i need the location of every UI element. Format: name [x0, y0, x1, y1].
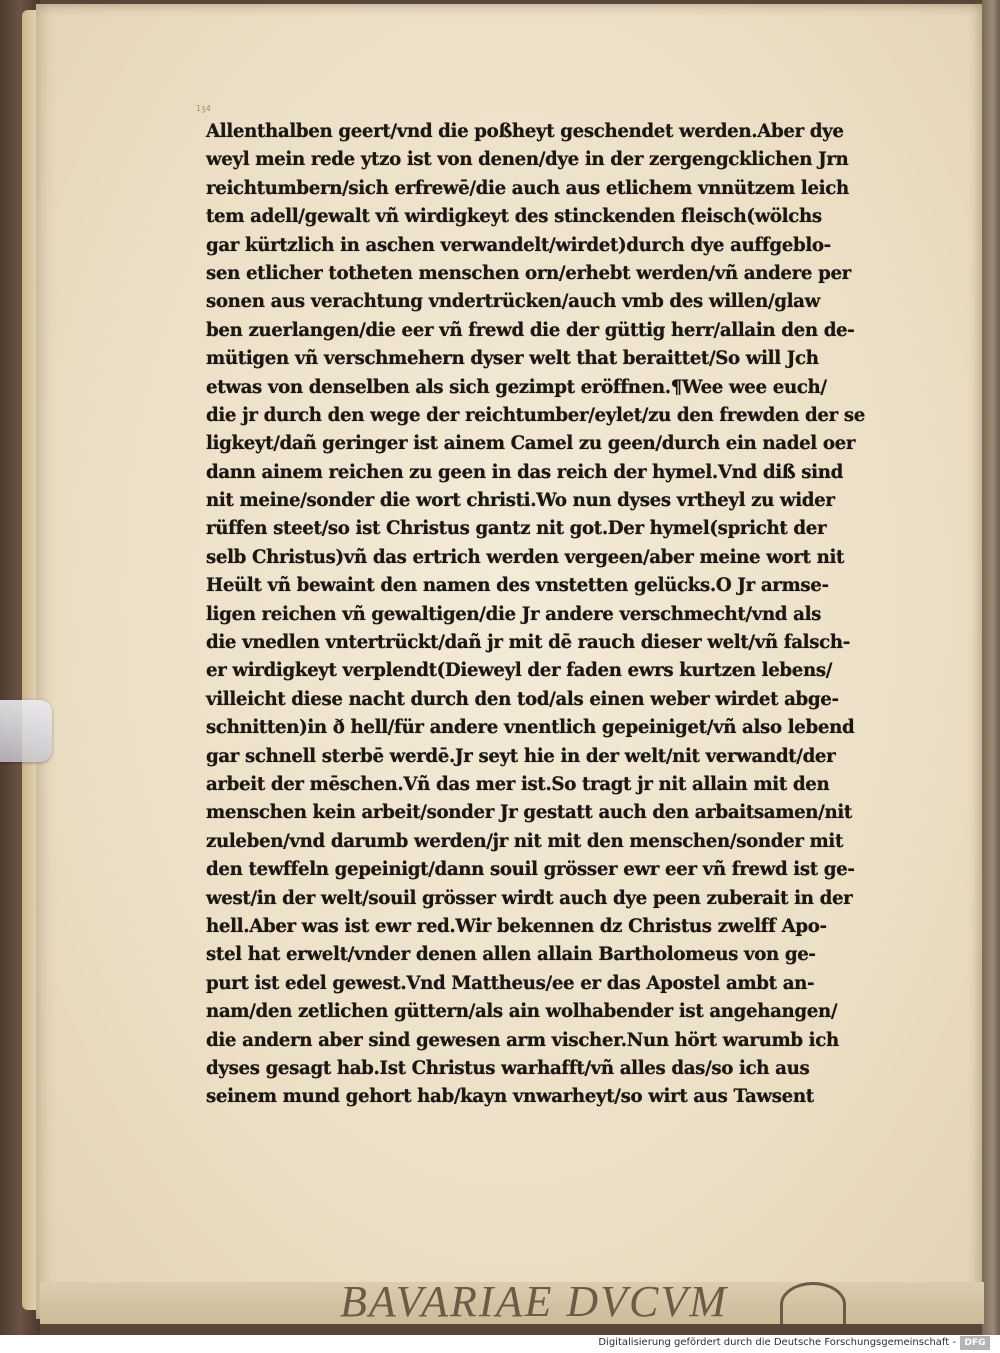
book-right-edge: [982, 0, 1000, 1335]
text-line: gar schnell sterbē werdē.Jr seyt hie in der welt/nit verwandt/der: [206, 745, 836, 767]
text-line: ligen reichen vñ gewaltigen/die Jr andere verschmecht/vnd als: [206, 603, 822, 625]
text-line: west/in der welt/souil grösser wirdt auch dye peen zuberait in der: [206, 887, 853, 909]
text-line: Allenthalben geert/vnd die poßheyt geschendet werden.Aber dye: [206, 121, 844, 142]
text-line: dyses gesagt hab.Ist Christus warhafft/vñ alles das/so ich aus: [206, 1057, 810, 1079]
ornament-icon: [780, 1282, 846, 1324]
text-line: sonen aus verachtung vndertrücken/auch vmb des willen/glaw: [206, 291, 820, 313]
footer-credit: Digitalisierung gefördert durch die Deutsche Forschungsgemeinschaft -: [598, 1337, 956, 1348]
text-line: ligkeyt/dañ geringer ist ainem Camel zu geen/durch ein nadel oer: [206, 433, 856, 455]
text-line: die jr durch den wege der reichtumber/eylet/zu den frewden der se: [206, 404, 865, 426]
text-line: seinem mund gehort hab/kayn vnwarheyt/so wirt aus Tawsent: [206, 1086, 814, 1108]
text-line: weyl mein rede ytzo ist von denen/dye in der zergengcklichen Jrn: [206, 149, 849, 171]
text-line: selb Christus)vñ das ertrich werden vergeen/aber meine wort nit: [206, 546, 845, 568]
text-line: ben zuerlangen/die eer vñ frewd die der güttig herr/allain den de-: [206, 319, 855, 341]
text-line: menschen kein arbeit/sonder Jr gestatt auch den arbaitsamen/nit: [206, 802, 852, 824]
text-line: tem adell/gewalt vñ wirdigkeyt des stinckenden fleisch(wölchs: [206, 206, 822, 228]
footer-bar: [0, 1335, 1000, 1353]
text-line: die vnedlen vntertrückt/dañ jr mit dē rauch dieser welt/vñ falsch-: [206, 632, 850, 654]
text-line: Heült vñ bewaint den namen des vnstetten gelücks.O Jr armse-: [206, 575, 829, 597]
text-line: sen etlicher totheten menschen orn/erhebt werden/vñ andere per: [206, 262, 851, 284]
text-line: gar kürtzlich in aschen verwandelt/wirdet)durch dye auffgeblo-: [206, 234, 831, 256]
text-line: etwas von denselben als sich gezimpt eröffnen.¶Wee wee euch/: [206, 376, 827, 398]
text-line: zuleben/vnd darumb werden/jr nit mit den menschen/sonder mit: [206, 830, 844, 852]
text-line: den tewffeln gepeinigt/dann souil grösser ewr eer vñ frewd ist ge-: [206, 859, 855, 881]
text-line: rüffen steet/so ist Christus gantz nit got.Der hymel(spricht der: [206, 518, 827, 540]
text-line: stel hat erwelt/vnder denen allen allain Bartholomeus von ge-: [206, 944, 816, 966]
text-block: [206, 118, 865, 1112]
dfg-logo: DFG: [960, 1336, 990, 1350]
text-line: reichtumbern/sich erfrewē/die auch aus etlichem vnnützem leich: [206, 177, 849, 199]
text-line: er wirdigkeyt verplendt(Dieweyl der faden ewrs kurtzen lebens/: [206, 660, 833, 682]
text-line: nit meine/sonder die wort christi.Wo nun dyses vrtheyl zu wider: [206, 490, 835, 512]
text-line: schnitten)in ð hell/für andere vnentlich gepeiniget/vñ also lebend: [206, 717, 855, 739]
corner-mark: 1ʒ4: [196, 104, 211, 113]
text-line: die andern aber sind gewesen arm vischer.Nun hört warumb ich: [206, 1029, 839, 1051]
next-leaf-strip: [40, 1282, 984, 1324]
text-line: hell.Aber was ist ewr red.Wir bekennen dz Christus zwelff Apo-: [206, 915, 827, 937]
bottom-stamp-text: BAVARIAE DVCVM: [340, 1282, 728, 1324]
text-line: mütigen vñ verschmehern dyser welt that beraittet/So will Jch: [206, 348, 819, 370]
text-line: purt ist edel gewest.Vnd Mattheus/ee er das Apostel ambt an-: [206, 972, 815, 994]
text-line: villeicht diese nacht durch den tod/als einen weber wirdet abge-: [206, 688, 839, 710]
page-clip: [0, 700, 52, 762]
text-line: dann ainem reichen zu geen in das reich der hymel.Vnd diß sind: [206, 461, 843, 483]
text-line: nam/den zetlichen güttern/als ain wolhabender ist angehangen/: [206, 1001, 838, 1023]
text-line: arbeit der mēschen.Vñ das mer ist.So tragt jr nit allain mit den: [206, 773, 830, 795]
